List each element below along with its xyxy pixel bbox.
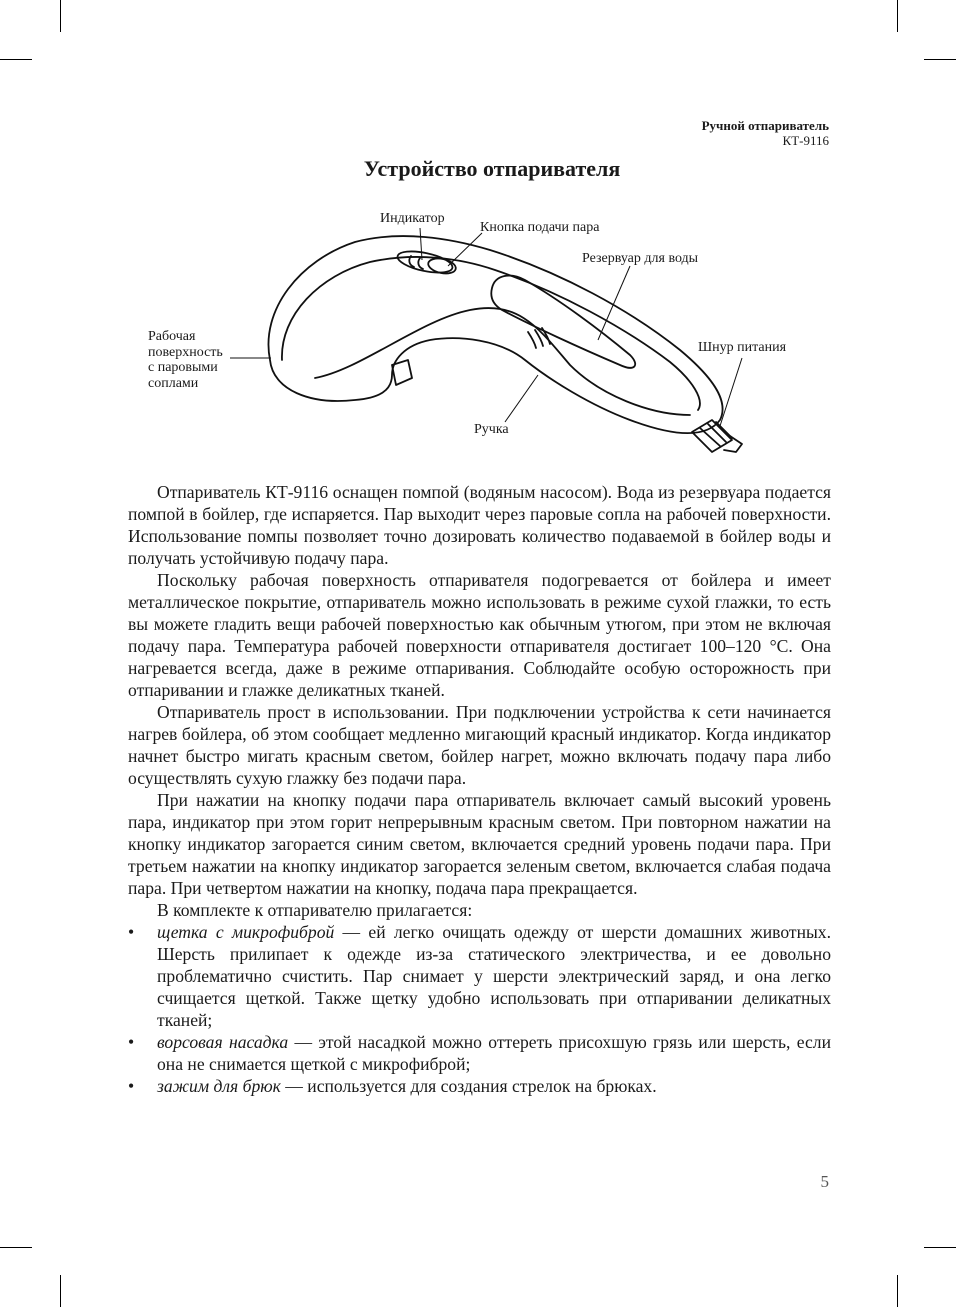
kit-item-text: — используется для создания стрелок на брюках. — [280, 1076, 657, 1096]
paragraph: Поскольку рабочая поверхность отпаривателя подогревается от бойлера и имеет металлическое покрытие, отпариватель можно использовать в режиме сухой глажки, то есть вы можете гладить вещи рабочей поверхностью как обычным утюгом, при этом не включая подачу пара. Температура рабочей поверхности отпаривателя достигает 100–120 °С. Она нагревается всегда, даже в режиме отпаривания. Соблюдайте особую осторожность при отпаривании и глажке деликатных тканей. — [128, 570, 831, 700]
crop-mark — [897, 1275, 898, 1307]
crop-mark — [897, 0, 898, 32]
label-work-surface-4: соплами — [148, 376, 199, 391]
label-work-surface-3: с паровыми — [148, 360, 218, 375]
page-title: Устройство отпаривателя — [363, 156, 621, 181]
label-work-surface-2: поверхность — [148, 345, 223, 360]
list-item — [128, 1031, 831, 1075]
paragraph: При нажатии на кнопку подачи пара отпариватель включает самый высокий уровень пара, индикатор при этом горит непрерывным красным светом. При повторном нажатии на кнопку индикатор загорается синим светом, включается средний уровень подачи пара. При третьем нажатии на кнопку индикатор загорается зеленым светом, включается слабая подача пара. При четвертом нажатии на кнопку, подача пара прекращается. — [128, 790, 831, 898]
bullet: • — [128, 1032, 135, 1052]
label-work-surface-1: Рабочая — [148, 329, 196, 344]
kit-item-term: щетка с микрофиброй — [157, 922, 335, 942]
crop-mark — [924, 1247, 956, 1248]
kit-item-term: зажим для брюк — [157, 1076, 281, 1096]
list-item — [128, 1075, 831, 1097]
crop-mark — [0, 59, 32, 60]
kit-intro: В комплекте к отпаривателю прилагается: — [157, 900, 473, 920]
body-text — [128, 481, 831, 1097]
kit-list — [128, 921, 831, 1097]
kit-item-term: ворсовая насадка — [157, 1032, 289, 1052]
paragraph: Отпариватель КТ-9116 оснащен помпой (водяным насосом). Вода из резервуара подается помпой в бойлер, где испаряется. Пар выходит через паровые сопла на рабочей поверхности. Использование помпы позволяет точно дозировать количество подаваемой в бойлер воды и получать устойчивую подачу пара. — [128, 482, 831, 568]
label-steam-button: Кнопка подачи пара — [480, 220, 600, 235]
crop-mark — [0, 1247, 32, 1248]
kit-item-text: — ей легко очищать одежду от шерсти домашних животных. Шерсть прилипает к одежде из-за статического электричества, и ее довольно проблематично счистить. Пар снимает у шерсти электрический заряд, и она легко счищается щеткой. Также щетку удобно использовать при отпаривании деликатных тканей; — [157, 922, 831, 1030]
paragraph: Отпариватель прост в использовании. При подключении устройства к сети начинается нагрев бойлера, об этом сообщает медленно мигающий красный индикатор. Когда индикатор начнет быстро мигать красным светом, бойлер нагрет, можно включать подачу пара либо осуществлять сухую глажку без подачи пара. — [128, 702, 831, 788]
label-power-cord: Шнур питания — [698, 340, 787, 355]
page-number: 5 — [820, 1172, 829, 1191]
bullet: • — [128, 1076, 135, 1096]
header-model: КТ-9116 — [782, 133, 829, 148]
list-item — [128, 921, 831, 1031]
label-handle: Ручка — [474, 422, 509, 437]
label-water-tank: Резервуар для воды — [582, 251, 699, 266]
crop-mark — [60, 1275, 61, 1307]
crop-mark — [60, 0, 61, 32]
kit-item-text: — этой насадкой можно оттереть присохшую грязь или шерсть, если она не снимается щеткой с микрофиброй; — [157, 1032, 831, 1074]
bullet: • — [128, 922, 135, 942]
steamer-diagram — [130, 200, 830, 470]
header-title: Ручной отпариватель — [701, 118, 829, 133]
label-indicator: Индикатор — [380, 211, 445, 226]
crop-mark — [924, 59, 956, 60]
